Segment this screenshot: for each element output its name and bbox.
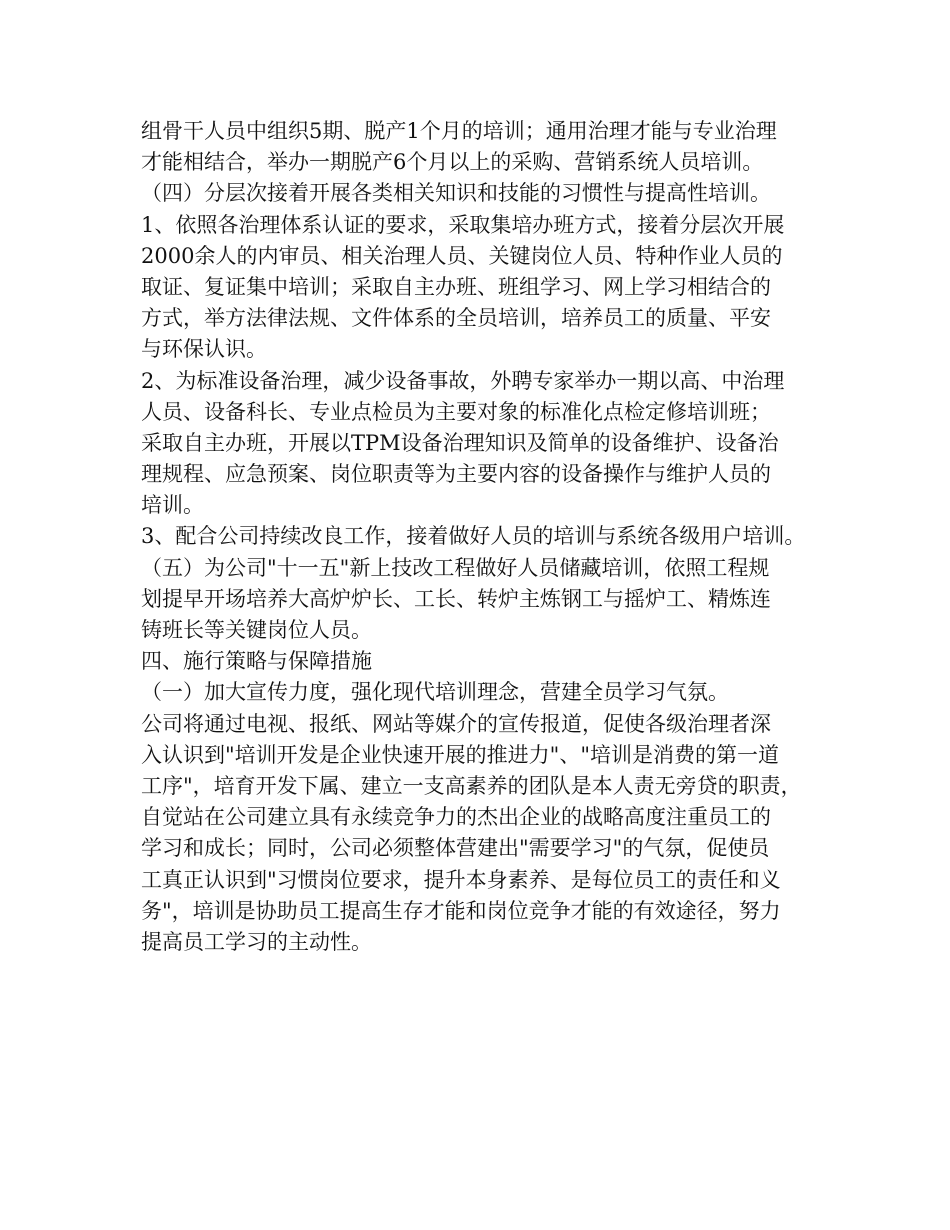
text-line: 工序"，培育开发下属、建立一支高素养的团队是本人责无旁贷的职责， [141,773,802,798]
text-line: 学习和成长；同时，公司必须整体营建出"需要学习"的气氛，促使员 [141,836,770,861]
text-line: 与环保认识。 [141,337,267,362]
text-line: 人员、设备科长、专业点检员为主要对象的标准化点检定修培训班； [141,399,771,424]
text-line: 公司将通过电视、报纸、网站等媒介的宣传报道，促使各级治理者深 [141,711,771,736]
text-line: 培训。 [141,493,204,518]
text-line: 入认识到"培训开发是企业快速开展的推进力"、"培训是消费的第一道 [141,742,779,767]
text-line: 1、依照各治理体系认证的要求，采取集培办班方式，接着分层次开展 [141,212,785,237]
text-line: 划提早开场培养大高炉炉长、工长、转炉主炼钢工与摇炉工、精炼连 [141,586,771,611]
text-line: （五）为公司"十一五"新上技改工程做好人员储藏培训，依照工程规 [141,555,770,580]
text-line: 3、配合公司持续改良工作，接着做好人员的培训与系统各级用户培训。 [141,524,806,549]
text-line: 取证、复证集中培训；采取自主办班、班组学习、网上学习相结合的 [141,274,771,299]
text-line: （四）分层次接着开展各类相关知识和技能的习惯性与提高性培训。 [141,181,771,206]
text-line: 自觉站在公司建立具有永续竞争力的杰出企业的战略高度注重员工的 [141,805,771,830]
text-line: 组骨干人员中组织5期、脱产1个月的培训；通用治理才能与专业治理 [141,119,777,143]
text-line: 才能相结合，举办一期脱产6个月以上的采购、营销系统人员培训。 [141,150,764,175]
text-line: 提高员工学习的主动性。 [141,929,372,954]
text-line: 务"，培训是协助员工提高生存才能和岗位竞争才能的有效途径，努力 [141,898,781,923]
text-line: 理规程、应急预案、岗位职责等为主要内容的设备操作与维护人员的 [141,462,771,487]
text-line: 铸班长等关键岗位人员。 [141,618,372,642]
text-line: 方式，举方法律法规、文件体系的全员培训，培养员工的质量、平安 [141,306,771,331]
document-body [141,116,821,958]
text-line: （一）加大宣传力度，强化现代培训理念，营建全员学习气氛。 [141,680,729,705]
section-heading: 四、施行策略与保障措施 [141,649,372,674]
text-line: 2、为标准设备治理，减少设备事故，外聘专家举办一期以高、中治理 [141,368,785,393]
text-line: 采取自主办班，开展以TPM设备治理知识及简单的设备维护、设备治 [141,430,779,455]
text-line: 工真正认识到"习惯岗位要求，提升本身素养、是每位员工的责任和义 [141,867,781,892]
text-line: 2000余人的内审员、相关治理人员、关键岗位人员、特种作业人员的 [141,243,783,268]
